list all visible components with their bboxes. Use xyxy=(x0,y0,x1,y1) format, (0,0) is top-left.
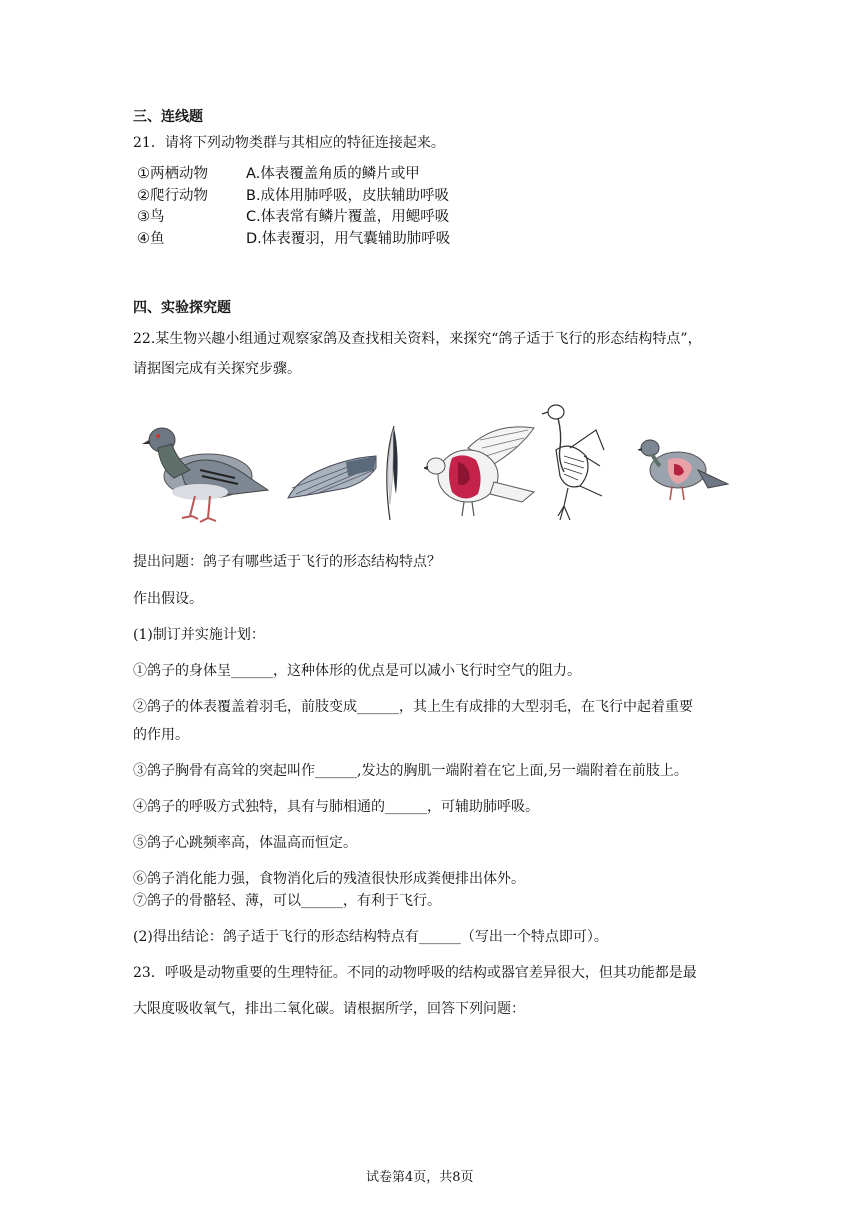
left-item-2: ②爬行动物 xyxy=(137,188,208,204)
question-21: 21．请将下列动物类群与其相应的特征连接起来。 xyxy=(133,135,445,151)
pigeon-standing-icon xyxy=(140,418,270,528)
plan-heading: (1)制订并实施计划： xyxy=(133,627,265,643)
raise-question: 提出问题：鸽子有哪些适于飞行的形态结构特点？ xyxy=(133,554,441,570)
plan-item-7: ⑦鸽子的骨骼轻、薄，可以______，有利于飞行。 xyxy=(133,893,441,909)
question-23-line2: 大限度吸收氧气，排出二氧化碳。请根据所学，回答下列问题： xyxy=(133,1001,525,1017)
pigeon-dissected-icon xyxy=(424,418,536,520)
right-item-a: A.体表覆盖角质的鳞片或甲 xyxy=(246,166,420,182)
page-footer: 试卷第4页，共8页 xyxy=(366,1170,474,1185)
section-title-matching: 三、连线题 xyxy=(133,109,203,125)
plan-item-2: ②鸽子的体表覆盖着羽毛，前肢变成______，其上生有成排的大型羽毛，在飞行中起着重要 xyxy=(133,699,693,715)
section-title-experiment: 四、实验探究题 xyxy=(133,300,231,316)
feather-icon xyxy=(380,424,402,522)
plan-item-3: ③鸽子胸骨有高耸的突起叫作______,发达的胸肌一端附着在它上面,另一端附着在前肢上。 xyxy=(133,763,688,779)
plan-item-2-cont: 的作用。 xyxy=(133,727,189,743)
plan-item-4: ④鸽子的呼吸方式独特，具有与肺相通的______，可辅助肺呼吸。 xyxy=(133,799,539,815)
plan-item-6: ⑥鸽子消化能力强，食物消化后的残渣很快形成粪便排出体外。 xyxy=(133,871,525,887)
plan-item-1: ①鸽子的身体呈______，这种体形的优点是可以减小飞行时空气的阻力。 xyxy=(133,663,581,679)
right-item-b: B.成体用肺呼吸，皮肤辅助呼吸 xyxy=(246,188,450,204)
left-item-3: ③鸟 xyxy=(137,209,165,225)
left-item-4: ④鱼 xyxy=(137,231,165,247)
question-23-line1: 23．呼吸是动物重要的生理特征。不同的动物呼吸的结构或器官差异很大，但其功能都是最 xyxy=(133,965,697,981)
wing-icon xyxy=(286,448,378,506)
question-22-line2: 请据图完成有关探究步骤。 xyxy=(133,361,301,377)
conclusion: (2)得出结论：鸽子适于飞行的形态结构特点有______（写出一个特点即可）。 xyxy=(133,929,608,945)
pigeon-skeleton-icon xyxy=(540,400,606,524)
plan-item-5: ⑤鸽子心跳频率高，体温高而恒定。 xyxy=(133,835,357,851)
right-item-c: C.体表常有鳞片覆盖，用鳃呼吸 xyxy=(246,209,450,225)
left-item-1: ①两栖动物 xyxy=(137,166,208,182)
question-22-line1: 22.某生物兴趣小组通过观察家鸽及查找相关资料，来探究“鸽子适于飞行的形态结构特点”， xyxy=(133,331,702,347)
make-hypothesis: 作出假设。 xyxy=(133,591,203,607)
pigeon-air-sac-icon xyxy=(638,430,730,510)
right-item-d: D.体表覆羽，用气囊辅助肺呼吸 xyxy=(246,231,451,247)
